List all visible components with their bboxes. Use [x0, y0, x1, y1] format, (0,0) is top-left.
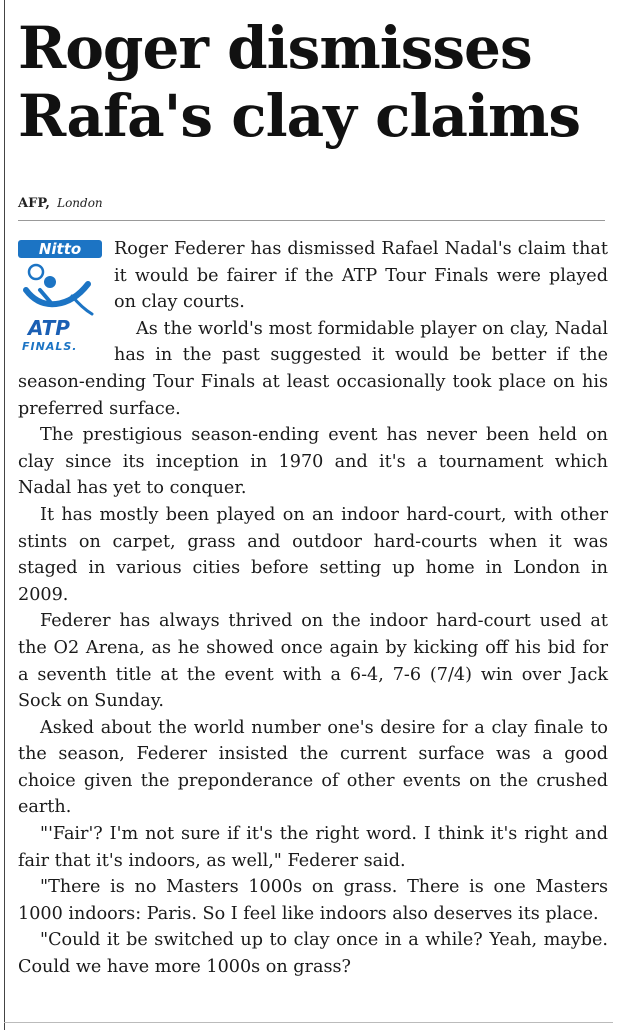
- article-paragraph-6: Asked about the world number one's desire for a clay finale to the season, Federer insisted the current surface was a good choice given the preponderance of other events on the crushed earth.: [18, 717, 608, 818]
- article-paragraph-1: Roger Federer has dismissed Rafael Nadal's claim that it would be fairer if the ATP Tour Finals were played on clay courts.: [114, 239, 608, 313]
- article-paragraph-8: "There is no Masters 1000s on grass. There is one Masters 1000 indoors: Paris. So I feel like indoors also deserves its place.: [18, 877, 608, 924]
- byline: [18, 196, 103, 211]
- article-paragraph-3: The prestigious season-ending event has never been held on clay since its inception in 1970 and it's a tournament which Nadal has yet to conquer.: [18, 425, 608, 499]
- article-paragraph-9: "Could it be switched up to clay once in a while? Yeah, maybe. Could we have more 1000s on grass?: [18, 930, 608, 978]
- article-body: [18, 236, 608, 981]
- article-paragraph-2: As the world's most formidable player on clay, Nadal has in the past suggested it would be better if the season-ending Tour Finals at least occasionally took place on his preferred surface.: [18, 318, 608, 419]
- byline-location: London: [57, 196, 103, 210]
- article-paragraph-5: Federer has always thrived on the indoor hard-court used at the O2 Arena, as he showed once again by kicking off his bid for a seventh title at the event with a 6-4, 7-6 (7/4) win over Jack Sock on Sunday.: [18, 611, 608, 712]
- article-paragraph-4: It has mostly been played on an indoor hard-court, with other stints on carpet, grass and outdoor hard-courts when it was staged in various cities before setting up home in London in 2009.: [18, 504, 608, 605]
- finals-brand-text: FINALS.: [22, 340, 78, 353]
- byline-divider: [18, 220, 605, 221]
- atp-brand-text: ATP: [28, 316, 70, 340]
- logo-wrap-space: [18, 236, 114, 366]
- byline-agency: AFP,: [18, 196, 50, 211]
- article-paragraph-7: "'Fair'? I'm not sure if it's the right word. I think it's right and fair that it's indoors, as well," Federer said.: [18, 824, 608, 871]
- headline: Roger dismisses Rafa's clay claims: [18, 14, 581, 150]
- nitto-sponsor-badge: Nitto: [18, 240, 102, 258]
- bottom-rule: [4, 1022, 613, 1023]
